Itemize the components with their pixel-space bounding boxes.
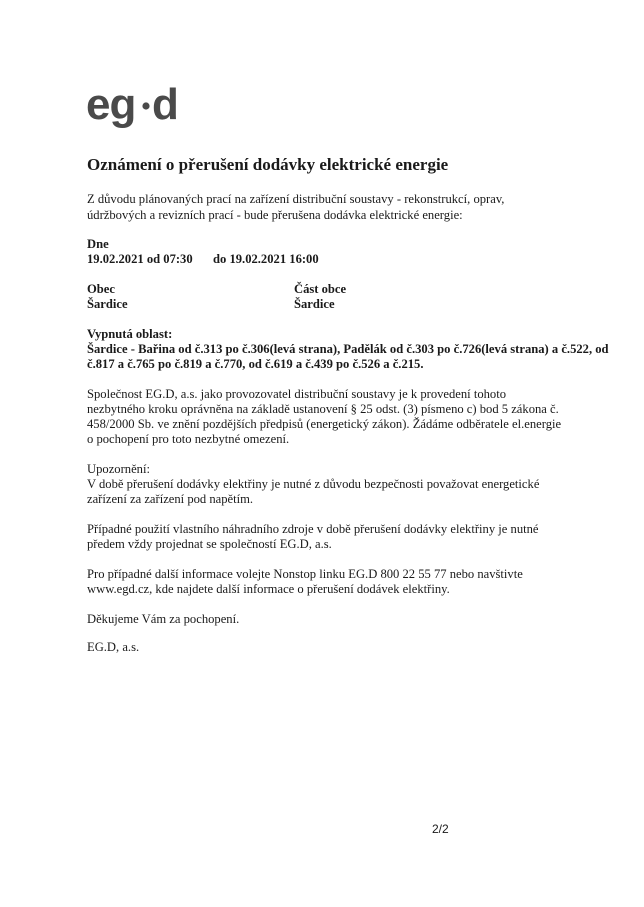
- municipality-label: Obec: [87, 282, 115, 296]
- svg-text:d: d: [152, 83, 179, 129]
- intro-line-2: údržbových a revizních prací - bude přerušena dodávka elektrické energie:: [87, 208, 463, 222]
- part-label: Část obce: [294, 282, 347, 296]
- date-label: Dne: [87, 237, 109, 251]
- intro-line-1: Z důvodu plánovaných prací na zařízení distribuční soustavy - rekonstrukcí, oprav,: [87, 192, 505, 206]
- signature: EG.D, a.s.: [87, 640, 140, 654]
- thanks-text: Děkujeme Vám za pochopení.: [87, 612, 240, 626]
- legal-line-2: nezbytného kroku oprávněna na základě ustanovení § 25 odst. (3) písmeno c) bod 5 zákona č.: [87, 402, 559, 416]
- legal-line-1: Společnost EG.D, a.s. jako provozovatel distribuční soustavy je k provedení tohoto: [87, 387, 507, 401]
- backup-line-1: Případné použití vlastního náhradního zdroje v době přerušení dodávky elektřiny je nutné: [87, 522, 539, 536]
- legal-line-3: 458/2000 Sb. ve znění pozdějších předpisů (energetický zákon). Žádáme odběratele el.energie: [87, 417, 562, 431]
- backup-line-2: předem vždy projednat se společností EG.D, a.s.: [87, 537, 332, 551]
- area-line-1: Šardice - Bařina od č.313 po č.306(levá strana), Padělák od č.303 po č.726(levá strana) a č.522, od: [87, 342, 609, 356]
- page-number: 2/2: [432, 822, 449, 836]
- date-from: 19.02.2021 od 07:30: [87, 252, 193, 266]
- area-line-2: č.817 a č.765 po č.819 a č.770, od č.619 a č.439 po č.526 a č.215.: [87, 357, 424, 371]
- info-line-1: Pro případné další informace volejte Nonstop linku EG.D 800 22 55 77 nebo navštivte: [87, 567, 523, 581]
- info-line-2: www.egd.cz, kde najdete další informace o přerušení dodávek elektřiny.: [87, 582, 450, 596]
- egd-logo: [86, 83, 206, 133]
- warning-line-2: zařízení za zařízení pod napětím.: [87, 492, 254, 506]
- date-to: do 19.02.2021 16:00: [213, 252, 319, 266]
- warning-line-1: V době přerušení dodávky elektřiny je nutné z důvodu bezpečnosti považovat energetické: [87, 477, 540, 491]
- page-title: Oznámení o přerušení dodávky elektrické energie: [87, 155, 449, 174]
- part-value: Šardice: [294, 297, 335, 311]
- egd-logo-icon: [86, 83, 206, 133]
- area-label: Vypnutá oblast:: [87, 327, 173, 341]
- warning-label: Upozornění:: [87, 462, 150, 476]
- legal-line-4: o pochopení pro toto nezbytné omezení.: [87, 432, 290, 446]
- svg-text:eg: eg: [86, 83, 136, 129]
- municipality-value: Šardice: [87, 297, 128, 311]
